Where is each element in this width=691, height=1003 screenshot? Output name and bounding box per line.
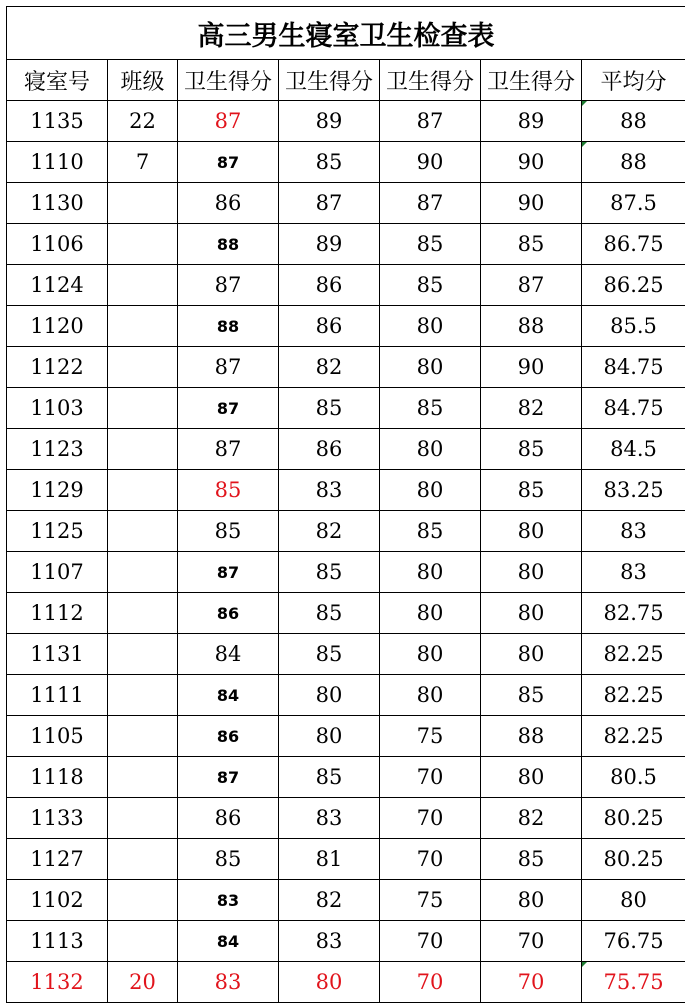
cell-score-1[interactable]: 87 [178,101,279,142]
cell-score-4[interactable]: 82 [481,388,582,429]
cell-score-2[interactable]: 82 [279,880,380,921]
comment-marker-icon [582,962,587,967]
cell-score-2[interactable]: 82 [279,511,380,552]
cell-average[interactable]: 88 [582,101,686,142]
cell-average[interactable]: 84.75 [582,388,686,429]
cell-class[interactable] [108,675,178,716]
spreadsheet-sheet [6,6,685,1003]
cell-class[interactable] [108,224,178,265]
cell-class[interactable] [108,183,178,224]
cell-score-3[interactable]: 87 [380,183,481,224]
table-row [7,388,686,429]
table-row [7,552,686,593]
cell-score-1[interactable]: 87 [178,429,279,470]
cell-score-4[interactable]: 90 [481,183,582,224]
cell-class[interactable] [108,716,178,757]
cell-score-1[interactable]: 88 [178,306,279,347]
cell-score-4[interactable]: 85 [481,675,582,716]
cell-dorm-number[interactable]: 1127 [7,839,108,880]
cell-score-3[interactable]: 75 [380,880,481,921]
cell-score-3[interactable]: 80 [380,675,481,716]
cell-score-2[interactable]: 85 [279,388,380,429]
cell-average[interactable]: 85.5 [582,306,686,347]
cell-score-1[interactable]: 87 [178,388,279,429]
cell-dorm-number[interactable]: 1135 [7,101,108,142]
cell-score-3[interactable]: 80 [380,470,481,511]
cell-dorm-number[interactable]: 1105 [7,716,108,757]
cell-class[interactable] [108,306,178,347]
cell-average[interactable]: 75.75 [582,962,686,1003]
cell-class[interactable] [108,552,178,593]
cell-score-1[interactable]: 84 [178,634,279,675]
cell-score-3[interactable]: 70 [380,839,481,880]
cell-score-4[interactable]: 80 [481,593,582,634]
cell-score-4[interactable]: 85 [481,839,582,880]
cell-score-1[interactable]: 87 [178,265,279,306]
cell-score-1[interactable]: 83 [178,880,279,921]
cell-score-4[interactable]: 87 [481,265,582,306]
cell-score-1[interactable]: 86 [178,593,279,634]
table-row [7,429,686,470]
cell-dorm-number[interactable]: 1124 [7,265,108,306]
cell-score-4[interactable]: 70 [481,921,582,962]
cell-score-3[interactable]: 80 [380,347,481,388]
cell-class[interactable]: 22 [108,101,178,142]
cell-score-2[interactable]: 85 [279,142,380,183]
cell-score-3[interactable]: 87 [380,101,481,142]
cell-score-2[interactable]: 85 [279,552,380,593]
table-row [7,511,686,552]
title-row [7,7,686,60]
cell-average[interactable]: 83.25 [582,470,686,511]
header-average[interactable]: 平均分 [582,60,686,101]
cell-score-2[interactable]: 83 [279,798,380,839]
cell-dorm-number[interactable]: 1129 [7,470,108,511]
cell-class[interactable]: 20 [108,962,178,1003]
cell-score-2[interactable]: 82 [279,347,380,388]
cell-score-3[interactable]: 80 [380,593,481,634]
table-row [7,798,686,839]
table-title[interactable]: 高三男生寝室卫生检查表 [7,7,686,60]
cell-dorm-number[interactable]: 1113 [7,921,108,962]
cell-score-4[interactable]: 88 [481,716,582,757]
cell-average[interactable]: 88 [582,142,686,183]
cell-class[interactable] [108,429,178,470]
cell-score-2[interactable]: 86 [279,306,380,347]
comment-marker-icon [582,101,587,106]
cell-score-4[interactable]: 88 [481,306,582,347]
cell-score-3[interactable]: 80 [380,306,481,347]
table-row [7,921,686,962]
cell-score-1[interactable]: 87 [178,552,279,593]
cell-dorm-number[interactable]: 1132 [7,962,108,1003]
cell-average[interactable]: 86.75 [582,224,686,265]
cell-class[interactable] [108,388,178,429]
cell-score-4[interactable]: 80 [481,552,582,593]
comment-marker-icon [582,142,587,147]
cell-class[interactable] [108,265,178,306]
cell-score-2[interactable]: 81 [279,839,380,880]
cell-score-3[interactable]: 70 [380,921,481,962]
cell-score-2[interactable]: 80 [279,675,380,716]
table-row [7,757,686,798]
cell-score-4[interactable]: 80 [481,880,582,921]
cell-score-4[interactable]: 85 [481,429,582,470]
cell-class[interactable] [108,634,178,675]
cell-score-2[interactable]: 85 [279,593,380,634]
cell-score-4[interactable]: 82 [481,798,582,839]
cell-score-2[interactable]: 86 [279,429,380,470]
cell-score-1[interactable]: 86 [178,798,279,839]
table-row [7,634,686,675]
cell-average[interactable]: 82.25 [582,634,686,675]
cell-score-1[interactable]: 84 [178,921,279,962]
table-row [7,224,686,265]
cell-score-3[interactable]: 80 [380,552,481,593]
cell-average[interactable]: 76.75 [582,921,686,962]
cell-dorm-number[interactable]: 1118 [7,757,108,798]
cell-score-3[interactable]: 85 [380,511,481,552]
cell-score-4[interactable]: 80 [481,634,582,675]
header-score-2[interactable]: 卫生得分 [279,60,380,101]
cell-score-1[interactable]: 85 [178,470,279,511]
cell-score-4[interactable]: 90 [481,142,582,183]
cell-average[interactable]: 82.75 [582,593,686,634]
cell-score-3[interactable]: 90 [380,142,481,183]
cell-average[interactable]: 83 [582,511,686,552]
cell-score-4[interactable]: 70 [481,962,582,1003]
cell-score-1[interactable]: 86 [178,183,279,224]
cell-score-3[interactable]: 70 [380,757,481,798]
cell-dorm-number[interactable]: 1106 [7,224,108,265]
cell-dorm-number[interactable]: 1125 [7,511,108,552]
cell-score-4[interactable]: 90 [481,347,582,388]
cell-average[interactable]: 84.5 [582,429,686,470]
cell-dorm-number[interactable]: 1107 [7,552,108,593]
cell-score-4[interactable]: 89 [481,101,582,142]
cell-score-3[interactable]: 70 [380,962,481,1003]
table-row [7,306,686,347]
cell-dorm-number[interactable]: 1112 [7,593,108,634]
cell-score-2[interactable]: 85 [279,757,380,798]
table-row [7,839,686,880]
cell-score-4[interactable]: 85 [481,224,582,265]
cell-average[interactable]: 83 [582,552,686,593]
table-row [7,183,686,224]
cell-score-3[interactable]: 85 [380,265,481,306]
cell-average[interactable]: 80.5 [582,757,686,798]
cell-score-1[interactable]: 86 [178,716,279,757]
cell-score-2[interactable]: 89 [279,101,380,142]
table-row [7,880,686,921]
header-score-3[interactable]: 卫生得分 [380,60,481,101]
cell-score-2[interactable]: 89 [279,224,380,265]
cell-dorm-number[interactable]: 1131 [7,634,108,675]
cell-score-3[interactable]: 80 [380,634,481,675]
cell-dorm-number[interactable]: 1102 [7,880,108,921]
cell-score-2[interactable]: 85 [279,634,380,675]
cell-average[interactable]: 80.25 [582,839,686,880]
cell-score-1[interactable]: 87 [178,757,279,798]
cell-class[interactable] [108,921,178,962]
cell-dorm-number[interactable]: 1111 [7,675,108,716]
table-row [7,265,686,306]
dorm-hygiene-table [6,6,685,1003]
table-row [7,470,686,511]
table-body [7,101,686,1003]
cell-score-4[interactable]: 80 [481,511,582,552]
cell-score-3[interactable]: 80 [380,429,481,470]
cell-score-4[interactable]: 80 [481,757,582,798]
table-row [7,962,686,1003]
cell-score-3[interactable]: 70 [380,798,481,839]
cell-average[interactable]: 80 [582,880,686,921]
cell-score-1[interactable]: 84 [178,675,279,716]
cell-score-1[interactable]: 85 [178,839,279,880]
cell-dorm-number[interactable]: 1130 [7,183,108,224]
cell-score-3[interactable]: 85 [380,388,481,429]
table-row [7,101,686,142]
cell-dorm-number[interactable]: 1123 [7,429,108,470]
cell-score-1[interactable]: 85 [178,511,279,552]
cell-dorm-number[interactable]: 1133 [7,798,108,839]
cell-score-1[interactable]: 87 [178,347,279,388]
cell-score-1[interactable]: 88 [178,224,279,265]
cell-class[interactable] [108,757,178,798]
header-class[interactable]: 班级 [108,60,178,101]
cell-average[interactable]: 82.25 [582,675,686,716]
cell-class[interactable]: 7 [108,142,178,183]
table-row [7,347,686,388]
cell-score-2[interactable]: 80 [279,962,380,1003]
cell-score-1[interactable]: 83 [178,962,279,1003]
cell-average[interactable]: 86.25 [582,265,686,306]
cell-average[interactable]: 80.25 [582,798,686,839]
cell-class[interactable] [108,839,178,880]
cell-score-2[interactable]: 80 [279,716,380,757]
table-row [7,675,686,716]
cell-class[interactable] [108,511,178,552]
cell-score-3[interactable]: 75 [380,716,481,757]
cell-class[interactable] [108,347,178,388]
cell-class[interactable] [108,798,178,839]
cell-dorm-number[interactable]: 1122 [7,347,108,388]
cell-dorm-number[interactable]: 1120 [7,306,108,347]
cell-class[interactable] [108,593,178,634]
header-row [7,60,686,101]
cell-class[interactable] [108,880,178,921]
cell-average[interactable]: 84.75 [582,347,686,388]
table-row [7,716,686,757]
cell-score-2[interactable]: 83 [279,470,380,511]
header-dorm-number[interactable]: 寝室号 [7,60,108,101]
cell-class[interactable] [108,470,178,511]
cell-score-2[interactable]: 83 [279,921,380,962]
cell-dorm-number[interactable]: 1110 [7,142,108,183]
cell-score-1[interactable]: 87 [178,142,279,183]
header-score-1[interactable]: 卫生得分 [178,60,279,101]
cell-average[interactable]: 82.25 [582,716,686,757]
cell-score-2[interactable]: 86 [279,265,380,306]
cell-score-4[interactable]: 85 [481,470,582,511]
cell-dorm-number[interactable]: 1103 [7,388,108,429]
header-score-4[interactable]: 卫生得分 [481,60,582,101]
cell-score-3[interactable]: 85 [380,224,481,265]
cell-score-2[interactable]: 87 [279,183,380,224]
cell-average[interactable]: 87.5 [582,183,686,224]
table-row [7,142,686,183]
table-row [7,593,686,634]
